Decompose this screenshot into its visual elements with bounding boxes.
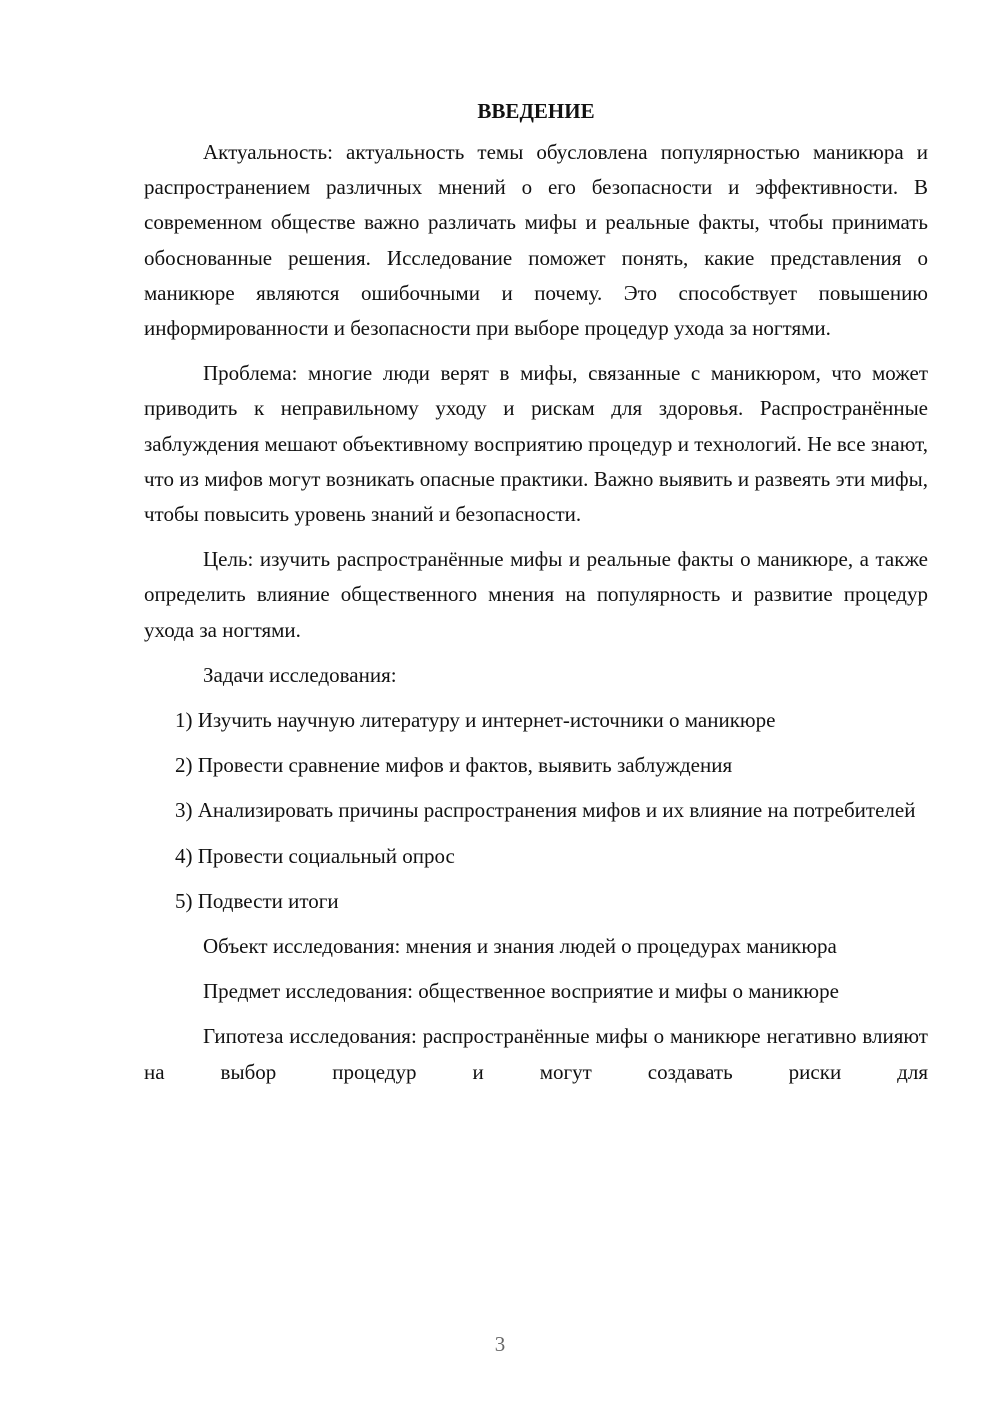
- hypothesis-paragraph: Гипотеза исследования: распространённые мифы о маникюре негативно влияют на выбор процедур и могут создавать риски для: [144, 1024, 928, 1084]
- relevance-paragraph: Актуальность: актуальность темы обусловлена популярностью маникюра и распространением различных мнений о его безопасности и эффективности. В современном обществе важно различать мифы и реальные факты, чтобы принимать обоснованные решения. Исследование поможет понять, какие представления о маникюре являются ошибочными и почему. Это способствует повышению информированности и безопасности при выборе процедур ухода за ногтями.: [144, 140, 928, 341]
- page-number: 3: [494, 1332, 506, 1356]
- subject-paragraph: Предмет исследования: общественное восприятие и мифы о маникюре: [203, 979, 839, 1004]
- object-paragraph: Объект исследования: мнения и знания людей о процедурах маникюра: [203, 934, 837, 959]
- section-title: ВВЕДЕНИЕ: [477, 99, 595, 123]
- goal-paragraph: Цель: изучить распространённые мифы и реальные факты о маникюре, а также определить влияние общественного мнения на популярность и развитие процедур ухода за ногтями.: [144, 547, 928, 642]
- task-item: 1) Изучить научную литературу и интернет-источники о маникюре: [175, 708, 776, 733]
- task-item: 2) Провести сравнение мифов и фактов, выявить заблуждения: [175, 753, 733, 778]
- page-content: [144, 94, 928, 1100]
- tasks-heading: Задачи исследования:: [203, 662, 397, 687]
- task-item: 4) Провести социальный опрос: [175, 843, 455, 868]
- task-item: 5) Подвести итоги: [175, 888, 339, 913]
- problem-paragraph: Проблема: многие люди верят в мифы, связанные с маникюром, что может приводить к неправильному уходу и рискам для здоровья. Распространённые заблуждения мешают объективному восприятию процедур и технологий. Не все знают, что из мифов могут возникать опасные практики. Важно выявить и развеять эти мифы, чтобы повысить уровень знаний и безопасности.: [144, 361, 928, 527]
- task-item: 3) Анализировать причины распространения мифов и их влияние на потребителей: [175, 798, 916, 823]
